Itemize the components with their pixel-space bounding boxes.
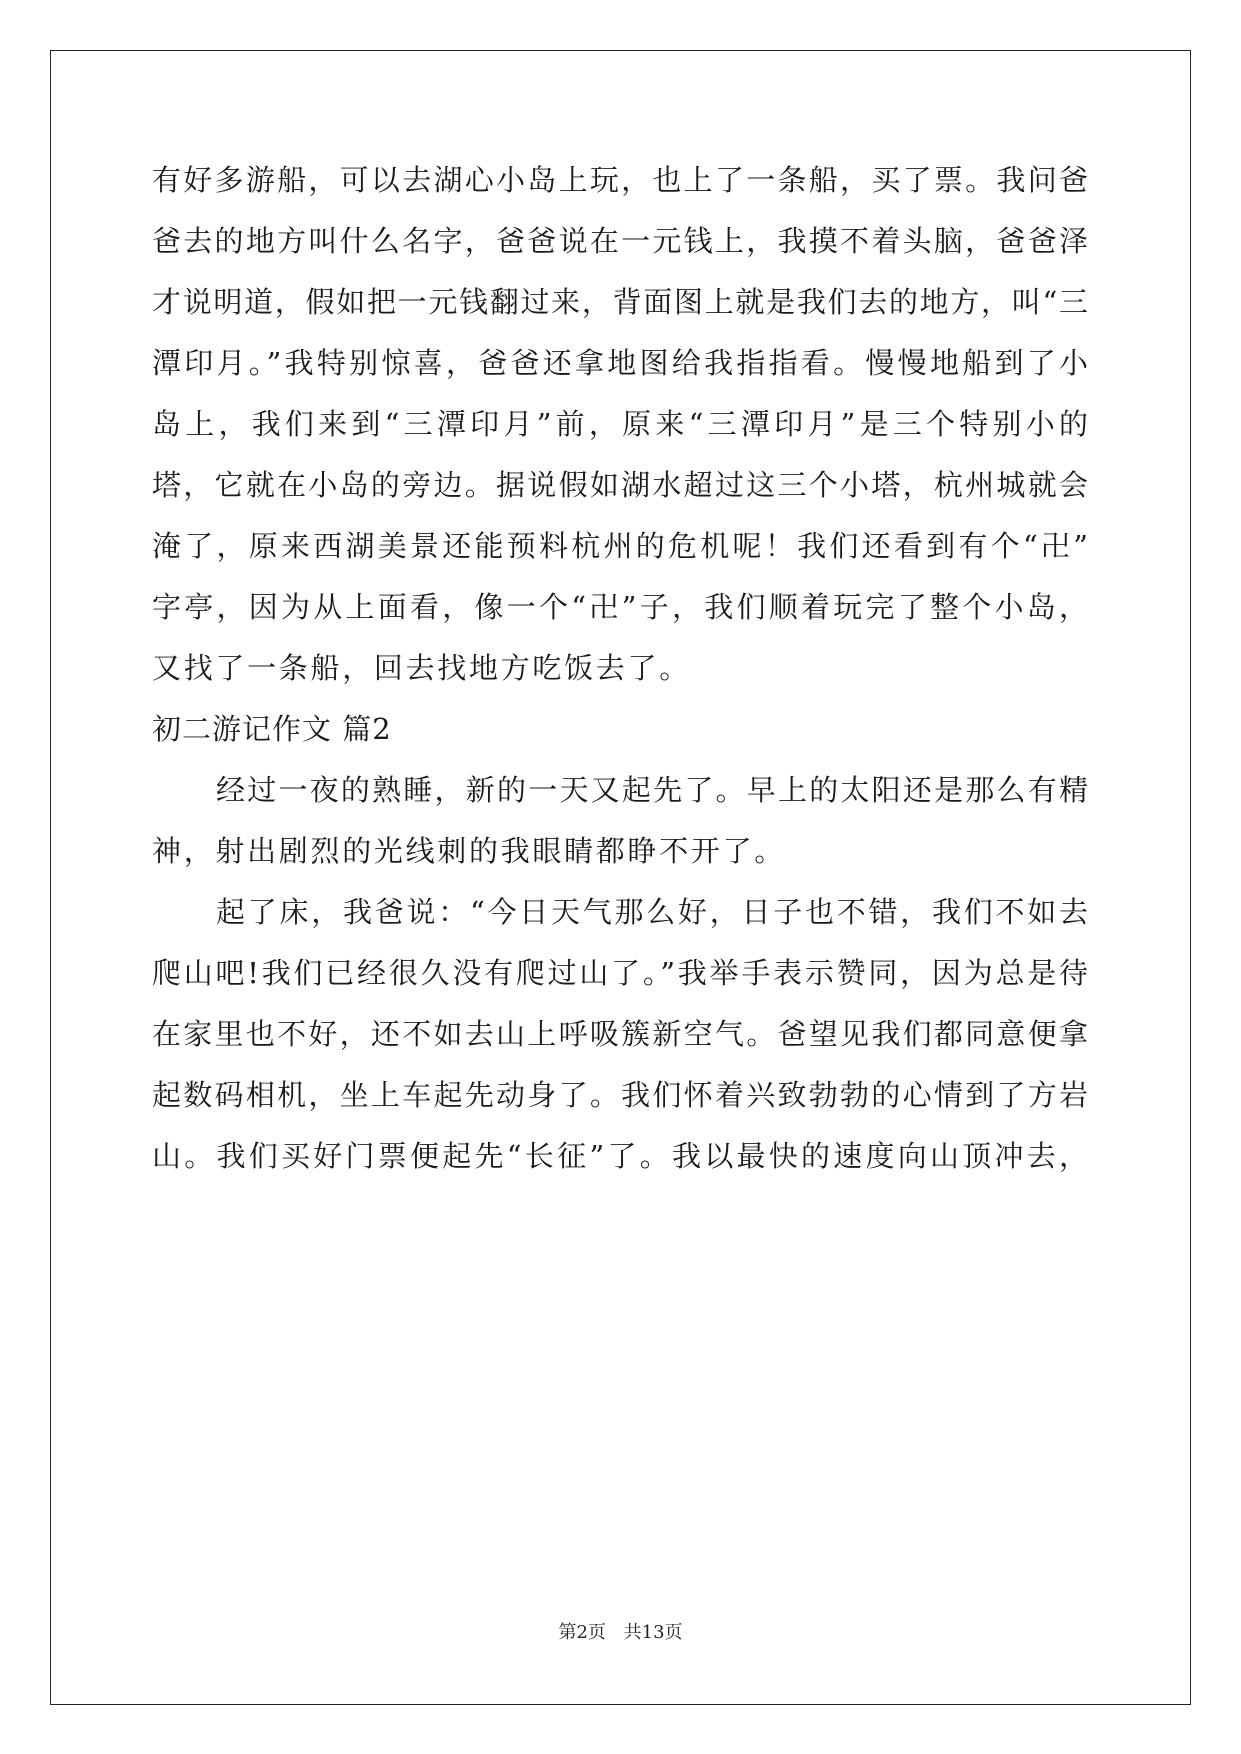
text-line: 在家里也不好，还不如去山上呼吸簇新空气。爸望见我们都同意便拿 — [152, 1017, 1088, 1051]
text-line: 经过一夜的熟睡，新的一天又起先了。早上的太阳还是那么有精 — [216, 773, 1088, 807]
text-line: 又找了一条船，回去找地方吃饭去了。 — [152, 651, 691, 685]
section-heading: 初二游记作文 篇2 — [152, 712, 392, 746]
paragraph-3 — [152, 882, 1088, 1187]
text-line: 字亭，因为从上面看，像一个“卍”子，我们顺着玩完了整个小岛， — [152, 590, 1088, 624]
paragraph-1 — [152, 150, 1088, 699]
text-line: 神，射出剧烈的光线刺的我眼睛都睁不开了。 — [152, 834, 787, 868]
page-footer — [0, 1618, 1241, 1644]
text-line: 有好多游船，可以去湖心小岛上玩，也上了一条船，买了票。我问爸 — [152, 163, 1088, 197]
document-body — [152, 150, 1088, 1187]
text-line: 爸去的地方叫什么名字，爸爸说在一元钱上，我摸不着头脑，爸爸泽 — [152, 224, 1088, 258]
text-line: 潭印月。”我特别惊喜，爸爸还拿地图给我指指看。慢慢地船到了小 — [152, 346, 1088, 380]
paragraph-2 — [152, 760, 1088, 882]
text-line: 起了床，我爸说：“今日天气那么好，日子也不错，我们不如去 — [216, 895, 1088, 929]
text-line: 淹了，原来西湖美景还能预料杭州的危机呢！我们还看到有个“卍” — [152, 529, 1088, 563]
text-line: 山。我们买好门票便起先“长征”了。我以最快的速度向山顶冲去， — [152, 1139, 1088, 1173]
text-line: 爬山吧!我们已经很久没有爬过山了。”我举手表示赞同，因为总是待 — [152, 956, 1088, 990]
text-line: 才说明道，假如把一元钱翻过来，背面图上就是我们去的地方，叫“三 — [152, 285, 1088, 319]
text-line: 起数码相机，坐上车起先动身了。我们怀着兴致勃勃的心情到了方岩 — [152, 1078, 1088, 1112]
text-line: 岛上，我们来到“三潭印月”前，原来“三潭印月”是三个特别小的 — [152, 407, 1088, 441]
text-line: 塔，它就在小岛的旁边。据说假如湖水超过这三个小塔，杭州城就会 — [152, 468, 1088, 502]
page-total: 共13页 — [623, 1622, 683, 1643]
page-number: 第2页 — [558, 1622, 606, 1643]
